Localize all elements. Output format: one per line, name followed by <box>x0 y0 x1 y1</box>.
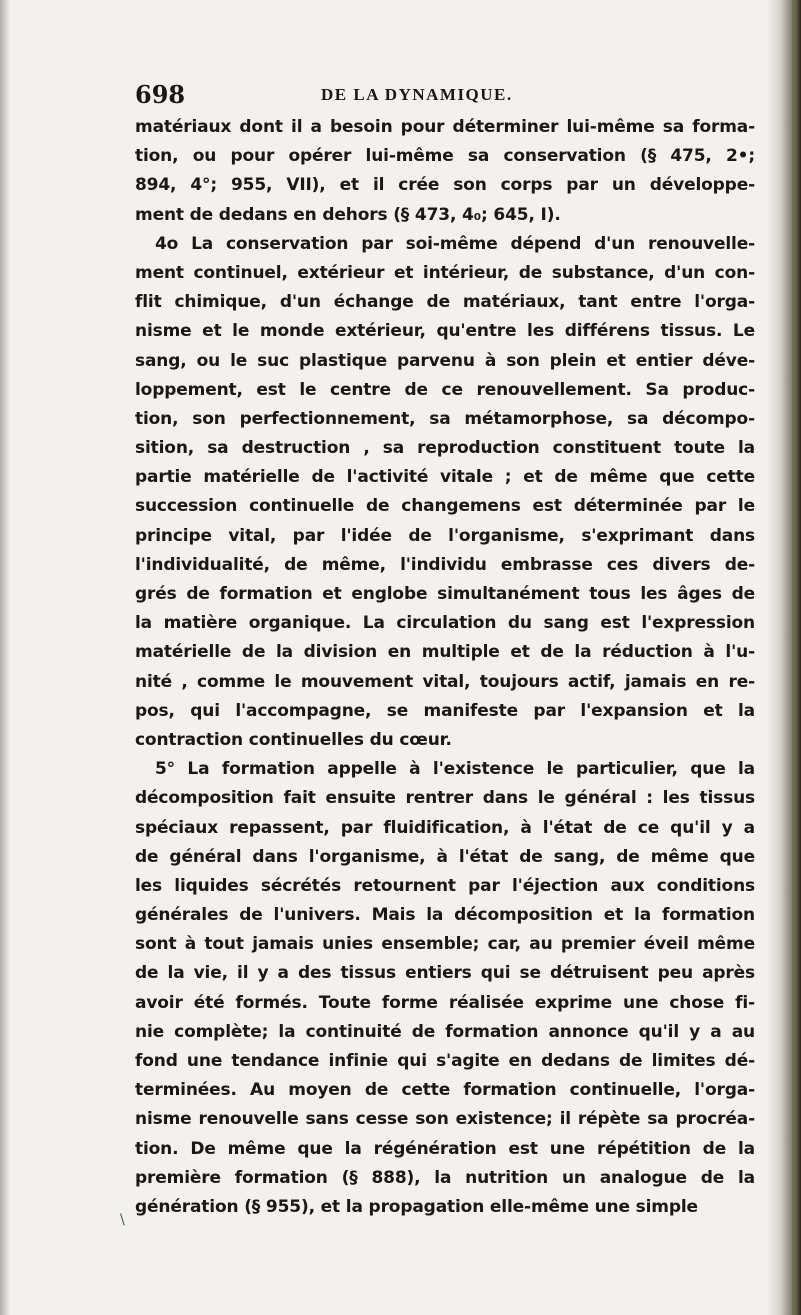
text-line: la matière organique. La circulation du sang est l'expression <box>135 613 755 634</box>
paragraph-start-line: 4o La conservation par soi-même dépend d'un renouvelle- <box>155 233 755 254</box>
page-header <box>135 80 755 114</box>
body-text <box>135 113 755 1222</box>
text-line: générales de l'univers. Mais la décomposition et la formation <box>135 905 755 926</box>
text-line: matériaux dont il a besoin pour déterminer lui-même sa forma- <box>135 117 755 137</box>
text-line: pos, qui l'accompagne, se manifeste par l'expansion et la <box>135 700 755 721</box>
text-line: première formation (§ 888), la nutrition un analogue de la <box>135 1167 755 1188</box>
text-line: l'individualité, de même, l'individu embrasse ces divers de- <box>135 554 755 575</box>
text-line: tion, son perfectionnement, sa métamorphose, sa décompo- <box>135 408 755 429</box>
text-line: nisme et le monde extérieur, qu'entre les différens tissus. Le <box>135 321 755 342</box>
text-line: nisme renouvelle sans cesse son existence; il répète sa procréa- <box>135 1109 755 1130</box>
text-line: partie matérielle de l'activité vitale ; et de même que cette <box>135 467 755 488</box>
text-line: sont à tout jamais unies ensemble; car, au premier éveil même <box>135 934 755 955</box>
text-line: les liquides sécrétés retournent par l'éjection aux conditions <box>135 875 755 896</box>
text-line: ment continuel, extérieur et intérieur, de substance, d'un con- <box>135 262 755 283</box>
text-line: de général dans l'organisme, à l'état de sang, de même que <box>135 846 755 867</box>
page-edge-shadow <box>0 0 10 1315</box>
text-line: matérielle de la division en multiple et de la réduction à l'u- <box>135 642 755 663</box>
text-line: génération (§ 955), et la propagation elle-même une simple <box>135 1196 698 1217</box>
text-line: flit chimique, d'un échange de matériaux, tant entre l'orga- <box>135 292 755 313</box>
text-line: avoir été formés. Toute forme réalisée exprime une chose fi- <box>135 992 755 1013</box>
text-line: tion. De même que la régénération est une répétition de la <box>135 1138 755 1159</box>
paragraph-start-line: 5° La formation appelle à l'existence le particulier, que la <box>155 759 755 780</box>
text-line: nité , comme le mouvement vital, toujours actif, jamais en re- <box>135 671 755 692</box>
text-line: sition, sa destruction , sa reproduction constituent toute la <box>135 438 755 459</box>
text-line: de la vie, il y a des tissus entiers qui se détruisent peu après <box>135 963 755 984</box>
text-line: spéciaux repassent, par fluidification, à l'état de ce qu'il y a <box>135 817 755 838</box>
text-line: terminées. Au moyen de cette formation continuelle, l'orga- <box>135 1080 755 1101</box>
binding-shadow <box>767 0 801 1315</box>
text-line: loppement, est le centre de ce renouvellement. Sa produc- <box>135 379 755 400</box>
text-line: nie complète; la continuité de formation annonce qu'il y a au <box>135 1021 755 1042</box>
stray-mark: \ <box>120 1212 125 1228</box>
text-line: tion, ou pour opérer lui-même sa conservation (§ 475, 2•; <box>135 146 755 167</box>
text-line: principe vital, par l'idée de l'organisme, s'exprimant dans <box>135 525 755 546</box>
text-line: sang, ou le suc plastique parvenu à son plein et entier déve- <box>135 350 755 371</box>
text-line: fond une tendance infinie qui s'agite en dedans de limites dé- <box>135 1051 755 1071</box>
text-line: 894, 4°; 955, VII), et il crée son corps par un développe- <box>135 175 755 196</box>
text-line: contraction continuelles du cœur. <box>135 729 452 750</box>
text-line: grés de formation et englobe simultanément tous les âges de <box>135 584 755 604</box>
text-line: succession continuelle de changemens est déterminée par le <box>135 496 755 517</box>
running-head: DE LA DYNAMIQUE. <box>321 85 513 104</box>
binding-edge <box>792 0 795 1315</box>
text-line: décomposition fait ensuite rentrer dans le général : les tissus <box>135 788 755 809</box>
page-number: 698 <box>135 80 186 109</box>
text-line: ment de dedans en dehors (§ 473, 4₀; 645, I). <box>135 204 561 225</box>
